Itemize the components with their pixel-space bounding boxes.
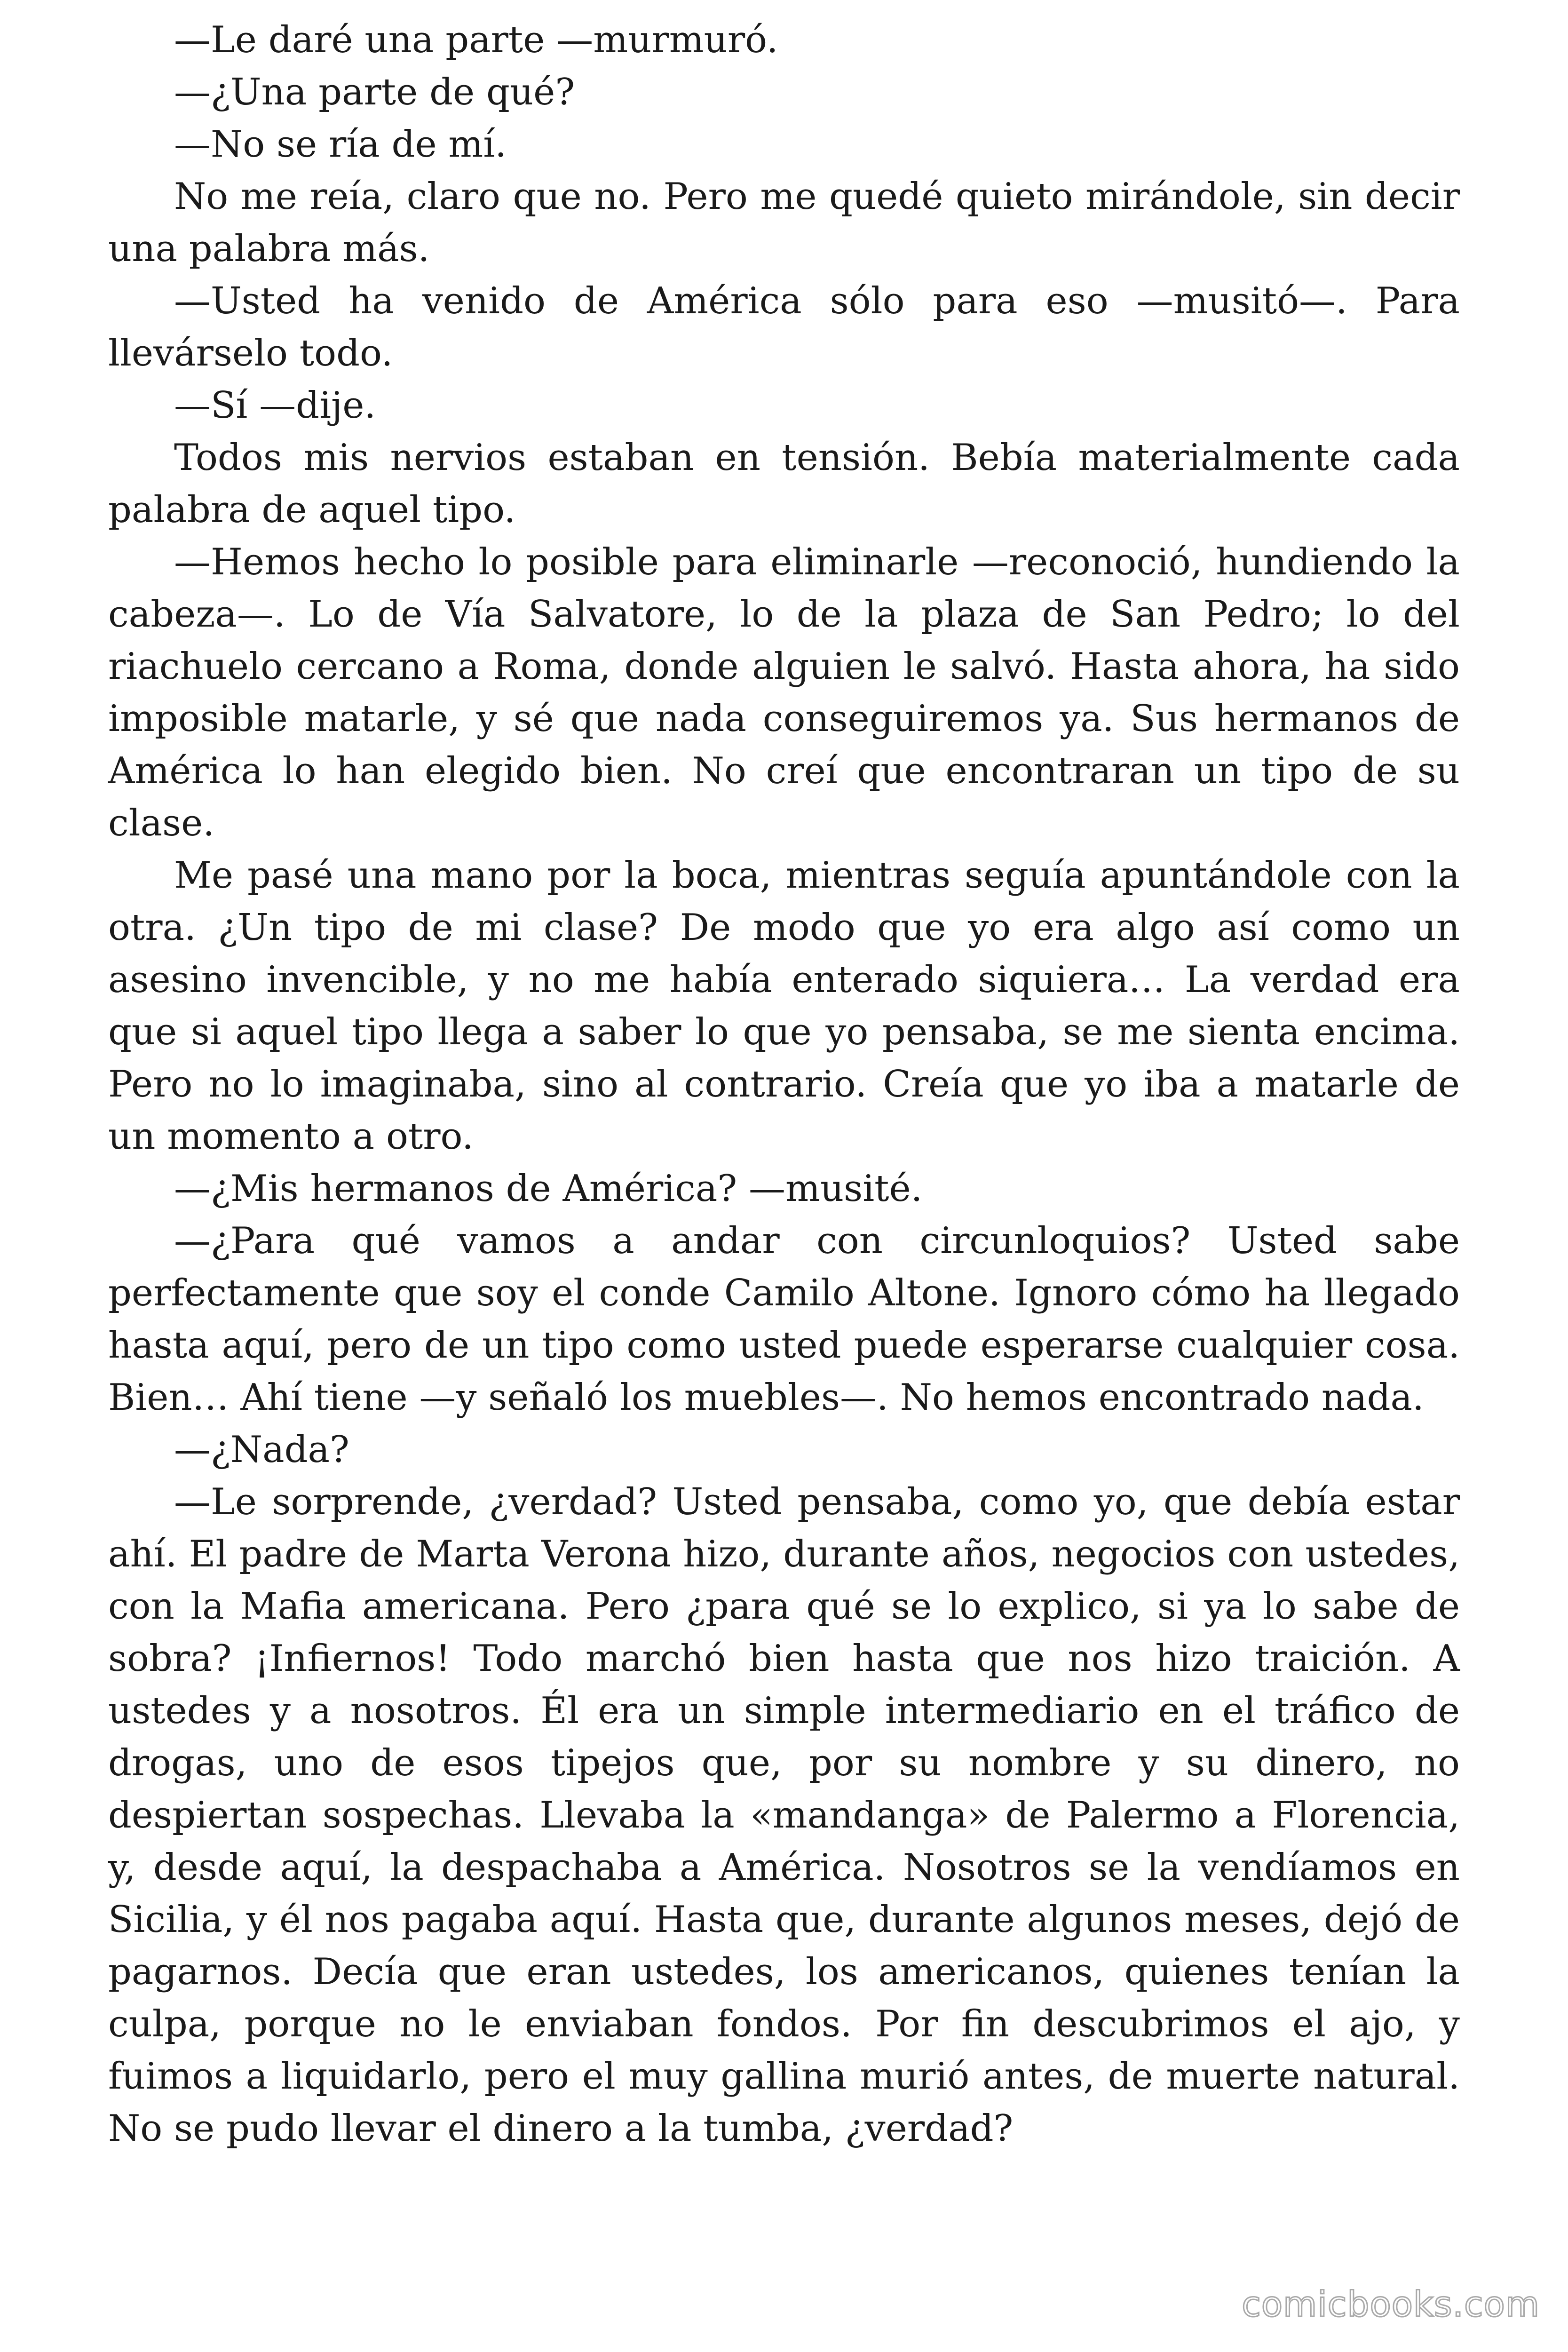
paragraph: —Sí —dije. bbox=[174, 384, 376, 427]
watermark: comicbooks.com bbox=[1242, 2284, 1540, 2325]
paragraph: —¿Mis hermanos de América? —musité. bbox=[174, 1168, 923, 1210]
book-page-text bbox=[108, 14, 1460, 2155]
paragraph: —No se ría de mí. bbox=[174, 123, 507, 166]
paragraph: Todos mis nervios estaban en tensión. Bebía materialmente cada palabra de aquel tipo. bbox=[108, 437, 1460, 531]
paragraph: —Le sorprende, ¿verdad? Usted pensaba, como yo, que debía estar ahí. El padre de Marta Verona hizo, durante años, negocios con ustedes, con la Mafia americana. Pero ¿para qué se lo explico, si ya lo sabe de sobra? ¡Infiernos! Todo marchó bien hasta que nos hizo traición. A ustedes y a nosotros. Él era un simple intermediario en el tráfico de drogas, uno de esos tipejos que, por su nombre y su dinero, no despiertan sospechas. Llevaba la «mandanga» de Palermo a Florencia, y, desde aquí, la despachaba a América. Nosotros se la vendíamos en Sicilia, y él nos pagaba aquí. Hasta que, durante algunos meses, dejó de pagarnos. Decía que eran ustedes, los americanos, quienes tenían la culpa, porque no le enviaban fondos. Por fin descubrimos el ajo, y fuimos a liquidarlo, pero el muy gallina murió antes, de muerte natural. No se pudo llevar el dinero a la tumba, ¿verdad? bbox=[108, 1481, 1460, 2150]
paragraph: —Le daré una parte —murmuró. bbox=[174, 19, 778, 61]
paragraph: —¿Para qué vamos a andar con circunloquios? Usted sabe perfectamente que soy el conde Camilo Altone. Ignoro cómo ha llegado hasta aquí, pero de un tipo como usted puede esperarse cualquier cosa. Bien… Ahí tiene —y señaló los muebles—. No hemos encontrado nada. bbox=[108, 1220, 1460, 1419]
paragraph: No me reía, claro que no. Pero me quedé quieto mirándole, sin decir una palabra más. bbox=[108, 175, 1460, 270]
paragraph: —Usted ha venido de América sólo para eso —musitó—. Para llevárselo todo. bbox=[108, 280, 1460, 374]
paragraph: —¿Nada? bbox=[174, 1429, 349, 1471]
paragraph: —¿Una parte de qué? bbox=[174, 71, 575, 113]
paragraph: Me pasé una mano por la boca, mientras seguía apuntándole con la otra. ¿Un tipo de mi clase? De modo que yo era algo así como un asesino invencible, y no me había enterado siquiera… La verdad era que si aquel tipo llega a saber lo que yo pensaba, se me sienta encima. Pero no lo imaginaba, sino al contrario. Creía que yo iba a matarle de un momento a otro. bbox=[108, 854, 1460, 1158]
paragraph: —Hemos hecho lo posible para eliminarle —reconoció, hundiendo la cabeza—. Lo de Vía Salvatore, lo de la plaza de San Pedro; lo del riachuelo cercano a Roma, donde alguien le salvó. Hasta ahora, ha sido imposible matarle, y sé que nada conseguiremos ya. Sus hermanos de América lo han elegido bien. No creí que encontraran un tipo de su clase. bbox=[108, 541, 1460, 844]
